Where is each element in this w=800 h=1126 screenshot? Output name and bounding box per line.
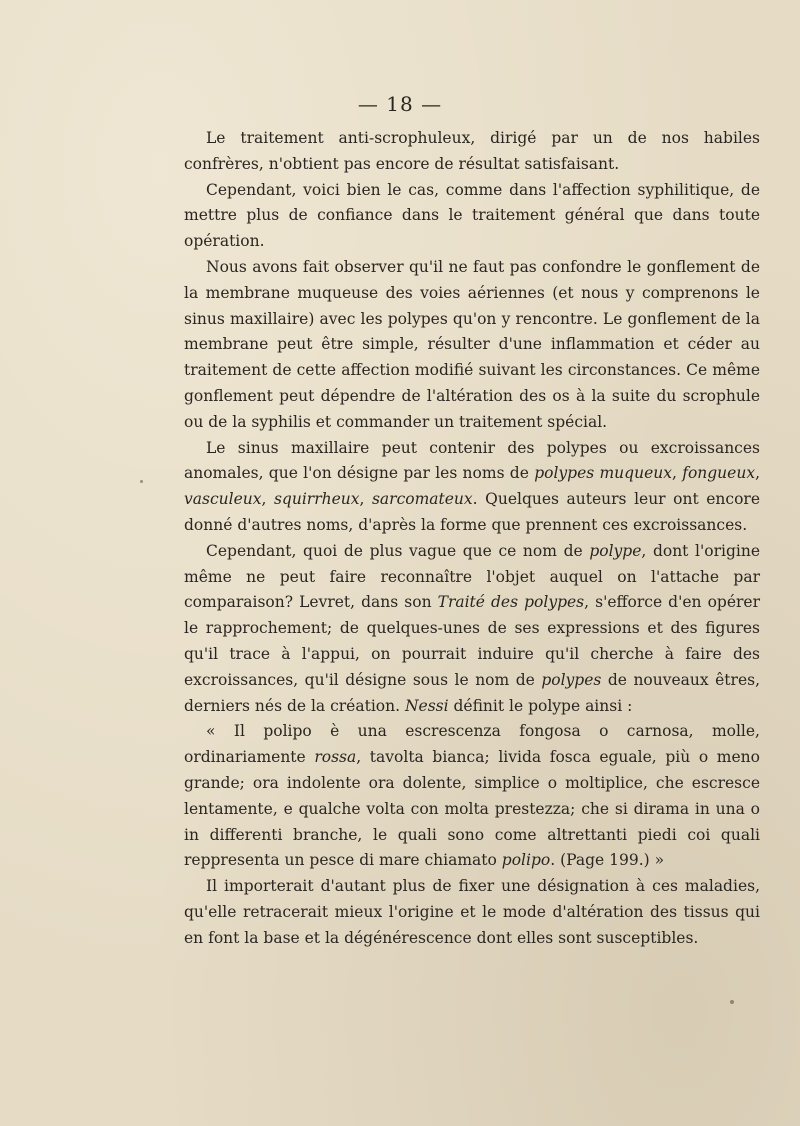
text-run: de nouveaux êtres, derniers nés de la création. [184, 670, 761, 715]
text-run: , dont l'origine même ne peut faire reconnaître l'objet auquel on l'attache par comparaison? Levret, dans son [184, 541, 760, 612]
text-run: « Il polipo è una escrescenza fongosa o carnosa, molle, ordinariamente [184, 722, 760, 767]
body-text [184, 126, 760, 952]
text-run: Nous avons fait observer qu'il ne faut pas confondre le gonflement de la membrane muqueuse des voies aériennes (et nous y comprenons le sinus maxillaire) avec les polypes qu'on y rencontre. Le gonflement de la membrane peut être simple, résulter d'une inflammation et céder au traitement de cette affection modifié suivant les circonstances. Ce même gonflement peut dépendre de l'altération des os à la suite du scrophule ou de la syphilis et commander un traitement spécial. [184, 257, 760, 431]
paper-stain [140, 480, 143, 483]
text-run: , [671, 464, 683, 483]
page-number: — 18 — [357, 92, 443, 116]
paragraph [184, 255, 760, 436]
text-run: , [261, 490, 274, 509]
italic-term: vasculeux [184, 490, 262, 509]
text-run: Le sinus maxillaire peut contenir des polypes ou excroissances anomales, que l'on désigne par les noms de [184, 438, 760, 483]
text-run: . (Page 199.) » [550, 851, 665, 870]
text-run: Cependant, voici bien le cas, comme dans l'affection syphilitique, de mettre plus de confiance dans le traitement général que dans toute opération. [184, 180, 760, 251]
italic-term: sarcomateux [371, 490, 473, 509]
paragraph [184, 436, 760, 539]
italic-term: polipo [501, 851, 551, 870]
text-run: Cependant, quoi de plus vague que ce nom de [206, 541, 590, 560]
italic-term: Traité des polypes [437, 593, 585, 612]
italic-term: squirrheux [273, 490, 360, 509]
paragraph [184, 539, 760, 720]
text-run: , s'efforce d'en opérer le rapprochement; de quelques-unes de ses expressions et des figures qu'il trace à l'appui, on pourrait induire qu'il cherche à faire des excroissances, qu'il désigne sous le nom de [184, 593, 760, 689]
italic-term: polypes muqueux [534, 464, 672, 483]
paragraph [184, 178, 760, 255]
text-run: . Quelques auteurs leur ont encore donné d'autres noms, d'après la forme que prennent ces excroissances. [184, 490, 760, 534]
text-run: Le traitement anti-scrophuleux, dirigé par un de nos habiles confrères, n'obtient pas encore de résultat satisfaisant. [184, 129, 760, 173]
paragraph [184, 874, 760, 951]
italic-term: polypes [541, 670, 602, 689]
paragraph [184, 719, 760, 874]
italic-term: polype [589, 541, 642, 560]
paper-stain [730, 1000, 734, 1004]
text-run: définit le polype ainsi : [448, 696, 633, 715]
text-run: Il importerait d'autant plus de fixer une désignation à ces maladies, qu'elle retracerait mieux l'origine et le mode d'altération des tissus qui en font la base et la dégénérescence dont elles sont susceptibles. [184, 877, 760, 947]
text-run: , [755, 464, 760, 483]
italic-term: fongueux [682, 464, 756, 483]
italic-term: rossa [314, 748, 357, 767]
text-run: , tavolta bianca; livida fosca eguale, più o meno grande; ora indolente ora dolente, simplice o moltiplice, che escresce lentamente, e qualche volta con molta prestezza; che si dirama in una o in differenti branche, le quali sono come altrettanti piedi coi quali reppresenta un pesce di mare chiamato [184, 748, 760, 870]
text-run: , [359, 490, 372, 509]
paragraph [184, 126, 760, 178]
italic-term: Nessi [404, 696, 449, 715]
